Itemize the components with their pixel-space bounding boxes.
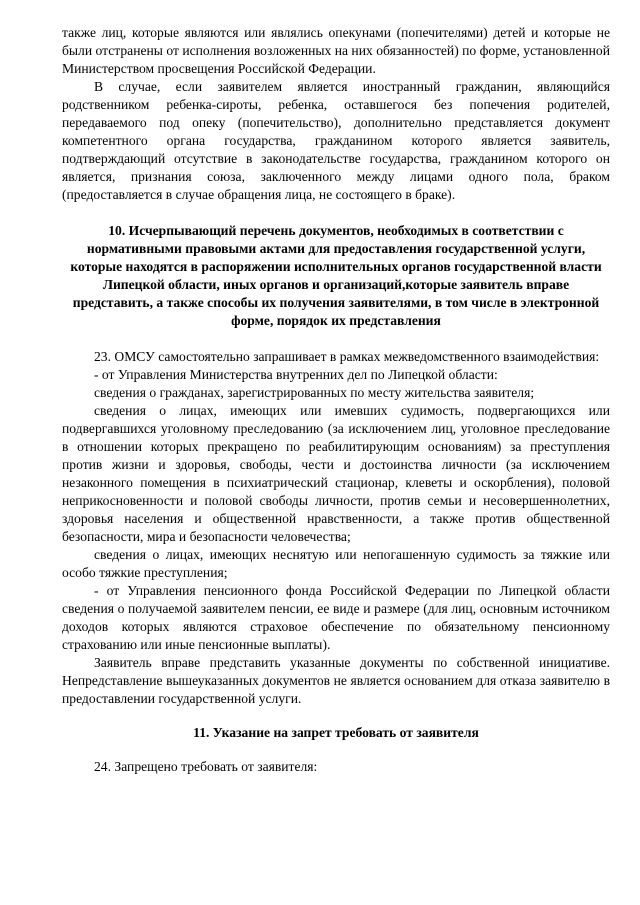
paragraph-registered-citizens: сведения о гражданах, зарегистрированных по месту жительства заявителя; — [94, 385, 535, 400]
paragraph-guardians-form: также лиц, которые являются или являлись опекунами (попечителями) детей и которые не были отстранены от исполнения возложенных на них обязанностей) по форме, установленной Министерством просвещения Российской Федерации. — [62, 25, 610, 76]
paragraph-pension-fund: - от Управления пенсионного фонда Российской Федерации по Липецкой области сведения о получаемой заявителем пенсии, ее виде и размере (для лиц, основным источником доходов которых являются страховое обеспечение по обязательному пенсионному страхованию или иные пенсионные выплаты). — [62, 583, 610, 652]
paragraph-24: 24. Запрещено требовать от заявителя: — [94, 759, 318, 774]
paragraph-unexpunged-record: сведения о лицах, имеющих неснятую или непогашенную судимость за тяжкие или особо тяжкие преступления; — [62, 547, 610, 580]
section-10-heading-text: 10. Исчерпывающий перечень документов, необходимых в соответствии с нормативными правовыми актами для предоставления государственной услуги, которые находятся в распоряжении исполнительных органов государственной власти Липецкой области, иных органов и организаций,которые заявитель вправе представить, а также способы их получения заявителями, в том числе в электронной форме, порядок их представления — [70, 223, 602, 328]
paragraph-foreign-citizen: В случае, если заявителем является иностранный гражданин, являющийся родственником ребенка-сироты, ребенка, оставшегося без попечения родителей, передаваемого под опеку (попечительство), дополнительно представляется документ компетентного органа государства, гражданином которого является заявитель, подтверждающий отсутствие в законодательстве государства, гражданином которого он является, признания союза, заключенного между лицами одного пола, браком (предоставляется в случае обращения лица, не состоящего в браке). — [62, 79, 610, 202]
paragraph-own-initiative: Заявитель вправе представить указанные документы по собственной инициативе. Непредставление вышеуказанных документов не является основанием для отказа заявителю в предоставлении государственной услуги. — [62, 655, 610, 706]
document-page — [62, 24, 610, 776]
section-11-heading: 11. Указание на запрет требовать от заявителя — [193, 725, 479, 740]
paragraph-23: 23. ОМСУ самостоятельно запрашивает в рамках межведомственного взаимодействия: — [94, 349, 600, 364]
section-10-heading — [62, 222, 610, 330]
paragraph-mvd: - от Управления Министерства внутренних дел по Липецкой области: — [94, 367, 498, 382]
paragraph-criminal-record: сведения о лицах, имеющих или имевших судимость, подвергающихся или подвергавшихся уголовному преследованию (за исключением лиц, уголовное преследование в отношении которых прекращено по реабилитирующим основаниям) за преступления против жизни и здоровья, свободы, чести и достоинства личности (за исключением незаконного помещения в психиатрический стационар, клеветы и оскорбления), половой неприкосновенности и половой свободы личности, против семьи и несовершеннолетних, здоровья населения и общественной нравственности, а также против общественной безопасности, мира и безопасности человечества; — [62, 403, 610, 544]
